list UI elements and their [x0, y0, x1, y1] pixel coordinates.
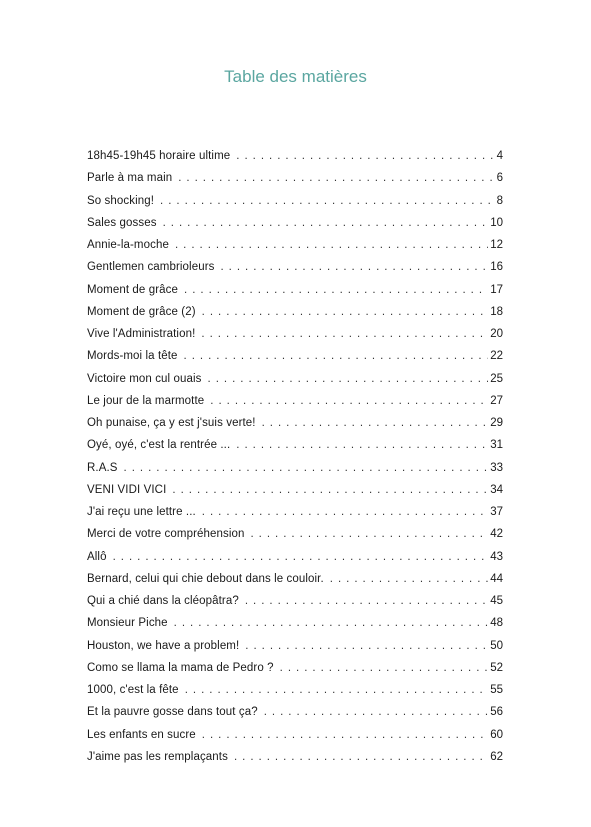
toc-entry-page-number: 33: [490, 461, 503, 474]
toc-entry[interactable]: [87, 635, 503, 657]
toc-dot-leader: [160, 190, 495, 212]
toc-entry-title: Bernard, celui qui chie debout dans le couloir.: [87, 572, 324, 585]
toc-dot-leader: [202, 301, 489, 323]
toc-entry-title: Moment de grâce (2): [87, 305, 196, 318]
toc-entry[interactable]: [87, 301, 503, 323]
toc-entry[interactable]: [87, 479, 503, 501]
toc-entry-page-number: 12: [490, 239, 503, 251]
toc-dot-leader: [330, 568, 488, 590]
toc-entry[interactable]: [87, 256, 503, 278]
toc-entry[interactable]: [87, 546, 503, 568]
toc-dot-leader: [172, 479, 488, 501]
toc-entry-title: Victoire mon cul ouais: [87, 372, 202, 385]
toc-dot-leader: [236, 145, 494, 167]
toc-dot-leader: [113, 546, 489, 568]
toc-entry[interactable]: [87, 501, 503, 523]
toc-entry-page-number: 55: [490, 684, 503, 696]
toc-dot-leader: [245, 590, 488, 612]
toc-entry-title: Et la pauvre gosse dans tout ça?: [87, 706, 258, 719]
toc-entry[interactable]: [87, 568, 503, 590]
toc-entry[interactable]: [87, 701, 503, 723]
toc-entry-title: Oh punaise, ça y est j'suis verte!: [87, 417, 256, 429]
toc-dot-leader: [236, 434, 488, 456]
toc-entry-title: Qui a chié dans la cléopâtra?: [87, 595, 239, 607]
toc-entry[interactable]: [87, 412, 503, 434]
toc-entry-title: Gentlemen cambrioleurs: [87, 261, 215, 274]
toc-dot-leader: [175, 234, 488, 256]
toc-entry[interactable]: [87, 167, 503, 189]
toc-entry-page-number: 48: [490, 617, 503, 630]
toc-entry-page-number: 16: [490, 261, 503, 274]
toc-entry-page-number: 31: [490, 439, 503, 452]
toc-entry[interactable]: [87, 345, 503, 367]
toc-entry-page-number: 17: [490, 283, 503, 296]
toc-entry-title: Parle à ma main: [87, 172, 173, 185]
toc-entry-page-number: 45: [490, 595, 503, 607]
toc-entry-page-number: 62: [490, 750, 503, 763]
toc-entry-title: Merci de votre compréhension: [87, 528, 245, 541]
toc-entry-title: Houston, we have a problem!: [87, 639, 240, 652]
toc-entry-title: Le jour de la marmotte: [87, 394, 205, 407]
toc-dot-leader: [201, 323, 488, 345]
toc-dot-leader: [178, 167, 494, 189]
toc-entry[interactable]: [87, 212, 503, 234]
toc-entry-page-number: 56: [490, 706, 503, 719]
toc-entry[interactable]: [87, 390, 503, 412]
toc-entry-page-number: 20: [490, 328, 503, 340]
toc-entry-title: Allô: [87, 550, 107, 563]
toc-dot-leader: [280, 657, 489, 679]
toc-entry-page-number: 34: [490, 483, 503, 496]
toc-entry-page-number: 18: [490, 305, 503, 318]
toc-entry-page-number: 10: [490, 216, 503, 229]
table-of-contents: [87, 145, 503, 768]
toc-dot-leader: [250, 523, 488, 545]
toc-entry-title: Mords-moi la tête: [87, 350, 178, 363]
toc-entry[interactable]: [87, 323, 503, 345]
toc-entry-title: Monsieur Piche: [87, 617, 168, 630]
toc-entry[interactable]: [87, 590, 503, 612]
toc-dot-leader: [185, 679, 489, 701]
toc-entry-page-number: 8: [496, 194, 503, 207]
toc-entry-page-number: 29: [490, 417, 503, 429]
toc-dot-leader: [245, 635, 488, 657]
toc-entry-title: Sales gosses: [87, 216, 157, 229]
toc-entry[interactable]: [87, 679, 503, 701]
toc-dot-leader: [163, 212, 489, 234]
toc-entry[interactable]: [87, 612, 503, 634]
toc-dot-leader: [264, 701, 489, 723]
toc-dot-leader: [208, 368, 489, 390]
toc-entry[interactable]: [87, 724, 503, 746]
toc-entry[interactable]: [87, 234, 503, 256]
toc-entry-title: J'aime pas les remplaçants: [87, 750, 228, 763]
toc-dot-leader: [262, 412, 489, 434]
toc-dot-leader: [210, 390, 488, 412]
toc-entry[interactable]: [87, 457, 503, 479]
page-title: Table des matières: [224, 67, 367, 86]
toc-dot-leader: [124, 457, 489, 479]
toc-entry-page-number: 50: [490, 639, 503, 652]
toc-entry-title: Oyé, oyé, c'est la rentrée ...: [87, 439, 231, 452]
toc-entry[interactable]: [87, 523, 503, 545]
toc-entry-page-number: 60: [490, 728, 503, 741]
toc-dot-leader: [220, 256, 488, 278]
toc-entry-page-number: 37: [490, 506, 503, 518]
toc-dot-leader: [202, 724, 488, 746]
toc-dot-leader: [174, 612, 489, 634]
toc-entry-title: Les enfants en sucre: [87, 728, 196, 741]
toc-entry-title: 1000, c'est la fête: [87, 684, 179, 696]
toc-entry-page-number: 52: [490, 661, 503, 674]
toc-entry-title: Annie-la-moche: [87, 239, 169, 251]
toc-entry[interactable]: [87, 145, 503, 167]
toc-dot-leader: [202, 501, 488, 523]
toc-entry-title: R.A.S: [87, 461, 118, 474]
toc-dot-leader: [234, 746, 488, 768]
toc-entry-title: Vive l'Administration!: [87, 328, 196, 340]
toc-dot-leader: [184, 345, 489, 367]
toc-entry-title: VENI VIDI VICI: [87, 483, 167, 496]
toc-entry-title: 18h45-19h45 horaire ultime: [87, 150, 231, 162]
toc-entry-title: So shocking!: [87, 194, 155, 207]
toc-entry-page-number: 6: [496, 172, 503, 185]
toc-entry[interactable]: [87, 434, 503, 456]
toc-entry[interactable]: [87, 746, 503, 768]
toc-entry-title: J'ai reçu une lettre ...: [87, 506, 196, 518]
toc-entry[interactable]: [87, 368, 503, 390]
toc-entry-page-number: 42: [490, 528, 503, 541]
toc-entry-page-number: 27: [490, 394, 503, 407]
toc-dot-leader: [184, 279, 488, 301]
toc-entry-page-number: 22: [490, 350, 503, 363]
toc-entry-page-number: 44: [490, 572, 503, 585]
toc-entry-title: Como se llama la mama de Pedro ?: [87, 661, 274, 674]
toc-entry[interactable]: [87, 657, 503, 679]
toc-entry[interactable]: [87, 190, 503, 212]
toc-entry-page-number: 25: [490, 372, 503, 385]
toc-entry[interactable]: [87, 279, 503, 301]
toc-entry-page-number: 4: [496, 150, 503, 162]
toc-entry-title: Moment de grâce: [87, 283, 178, 296]
toc-entry-page-number: 43: [490, 550, 503, 563]
